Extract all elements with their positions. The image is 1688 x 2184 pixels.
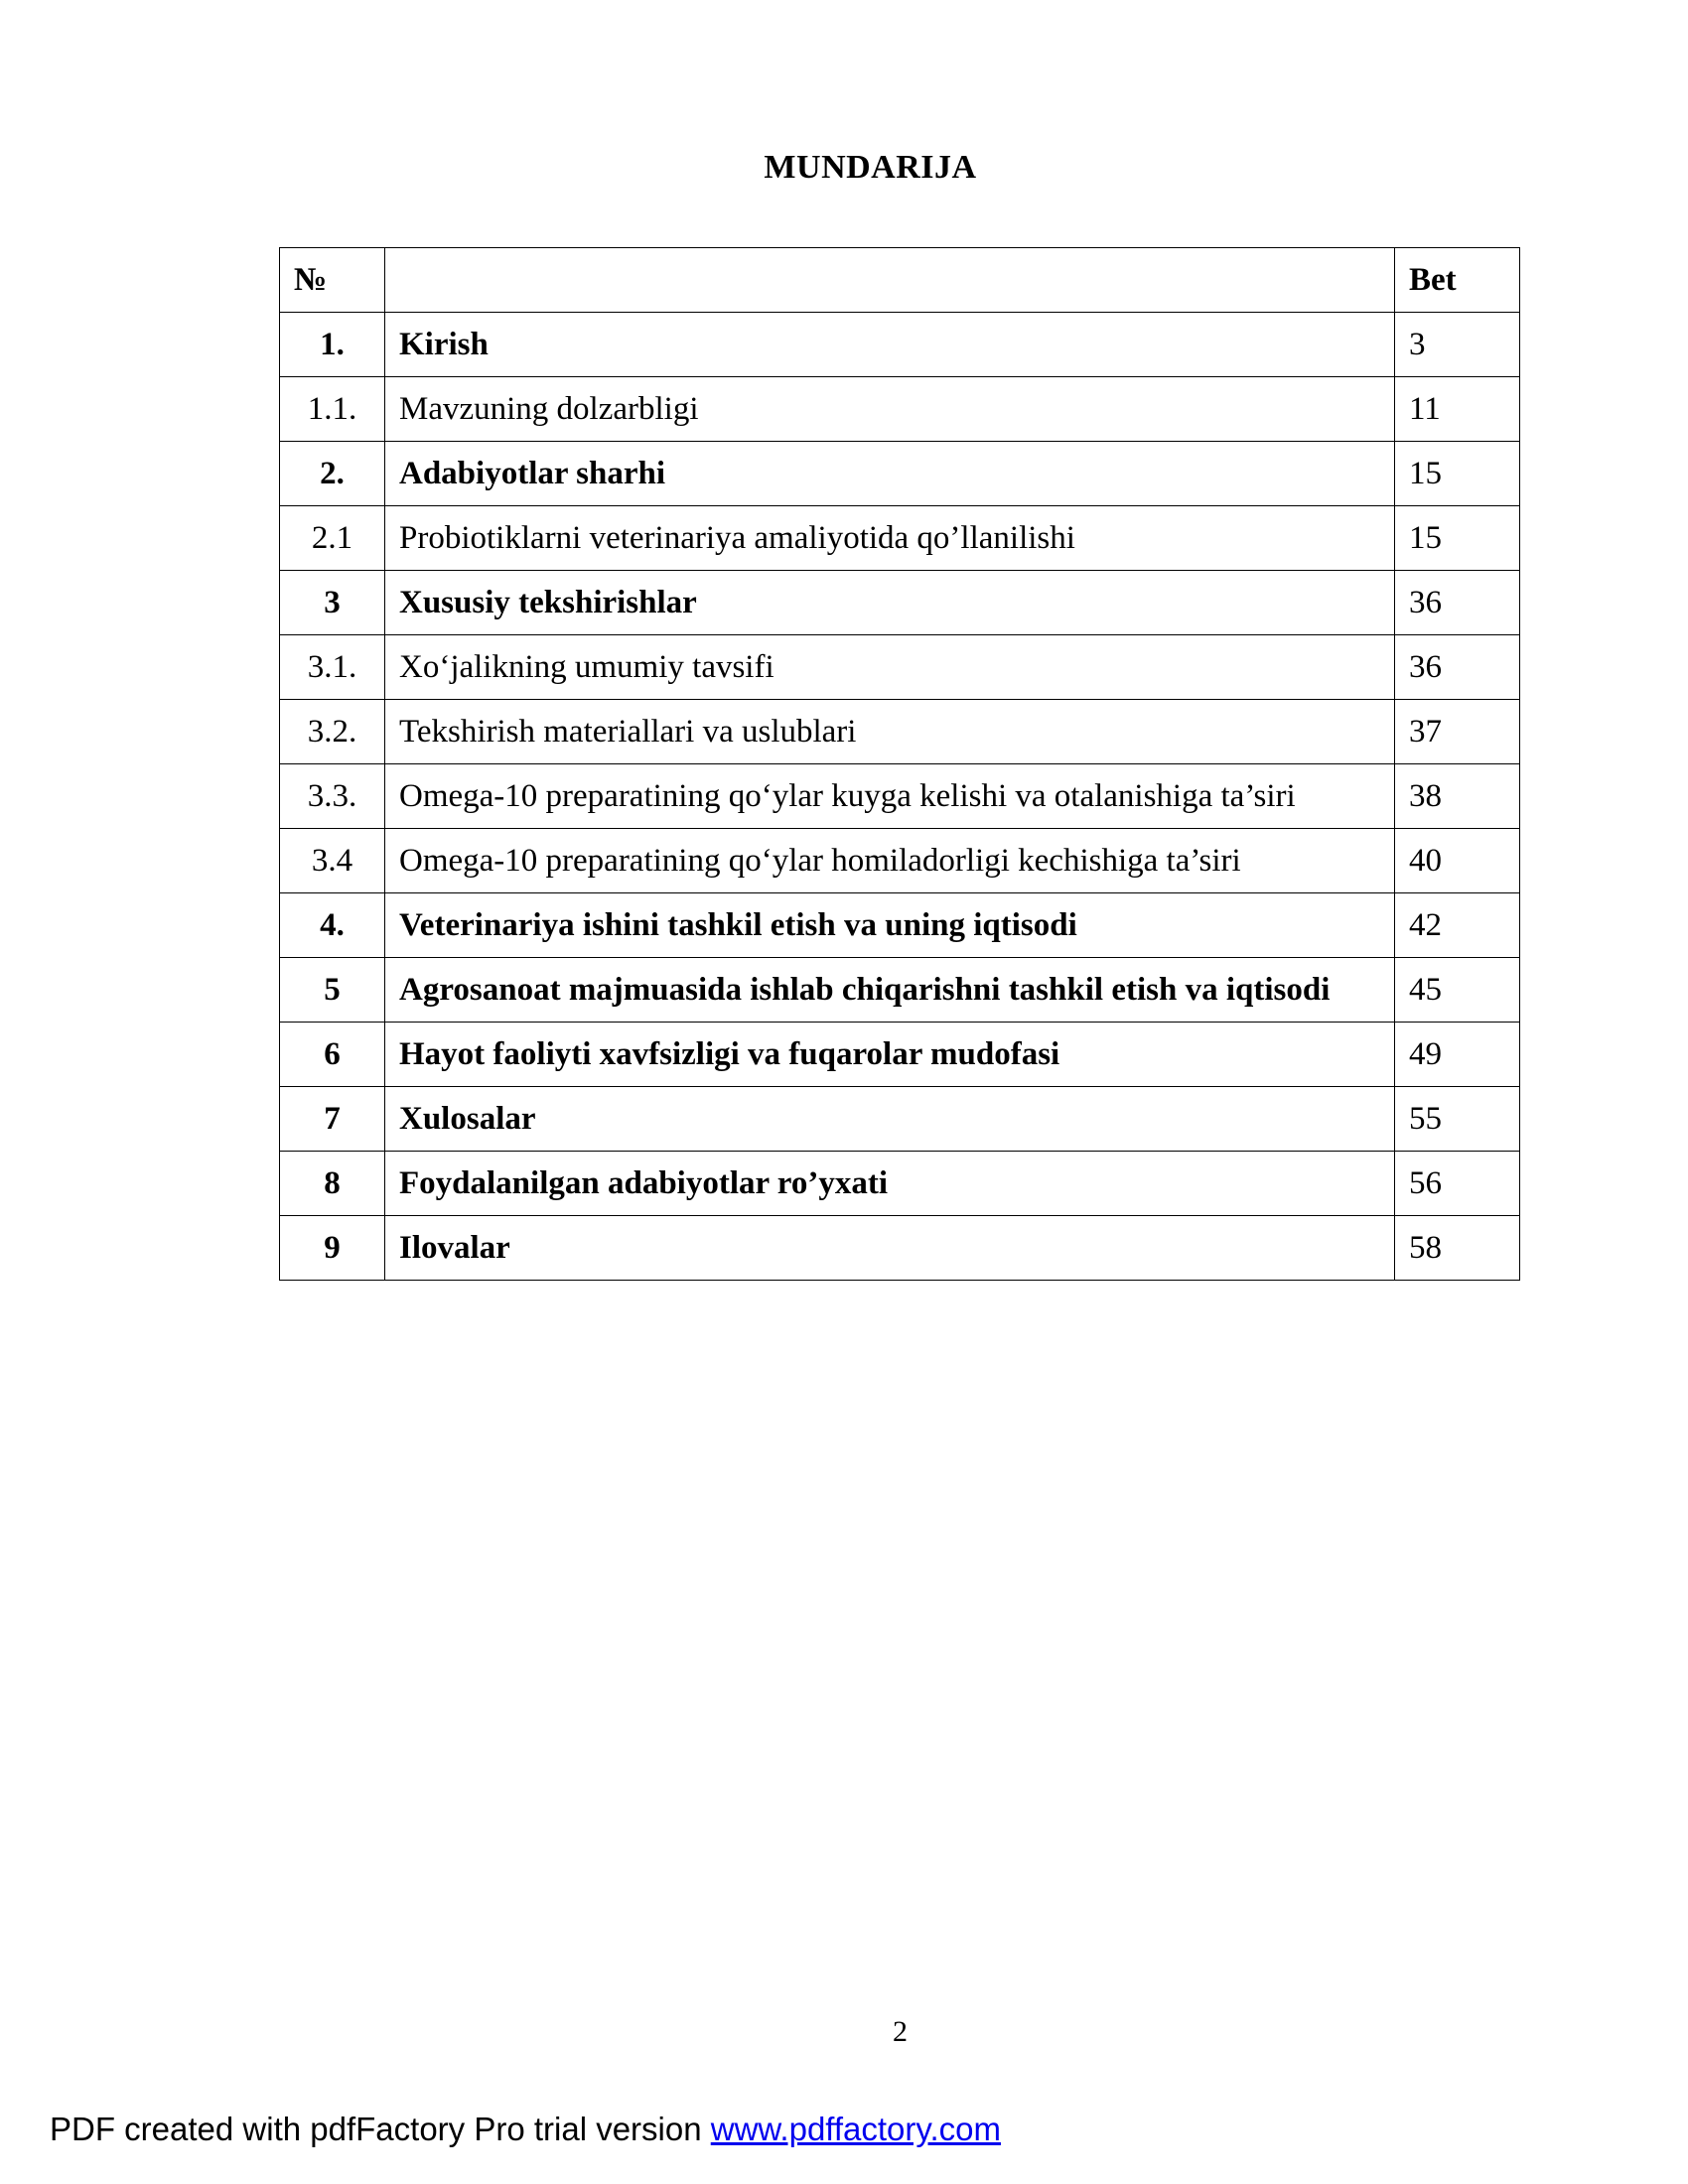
row-title-cell: Xo‘jalikning umumiy tavsifi — [385, 635, 1395, 700]
table-row — [280, 958, 1520, 1023]
row-number-cell: 3 — [280, 571, 385, 635]
row-title-cell: Hayot faoliyti xavfsizligi va fuqarolar mudofasi — [385, 1023, 1395, 1087]
table-row — [280, 1216, 1520, 1281]
table-row — [280, 313, 1520, 377]
row-page-cell: 49 — [1395, 1023, 1520, 1087]
row-page-cell: 42 — [1395, 893, 1520, 958]
row-title-cell: Veterinariya ishini tashkil etish va uning iqtisodi — [385, 893, 1395, 958]
header-title-cell — [385, 248, 1395, 313]
table-row — [280, 893, 1520, 958]
row-number-cell: 7 — [280, 1087, 385, 1152]
header-page-cell: Bet — [1395, 248, 1520, 313]
row-title-cell: Probiotiklarni veterinariya amaliyotida qo’llanilishi — [385, 506, 1395, 571]
row-title-cell: Xulosalar — [385, 1087, 1395, 1152]
footer-text: PDF created with pdfFactory Pro trial version — [50, 2111, 711, 2147]
row-title-cell: Kirish — [385, 313, 1395, 377]
row-title-cell: Adabiyotlar sharhi — [385, 442, 1395, 506]
table-row — [280, 829, 1520, 893]
row-page-cell: 45 — [1395, 958, 1520, 1023]
row-title-cell: Mavzuning dolzarbligi — [385, 377, 1395, 442]
row-page-cell: 55 — [1395, 1087, 1520, 1152]
row-number-cell: 3.3. — [280, 764, 385, 829]
row-page-cell: 11 — [1395, 377, 1520, 442]
table-row — [280, 506, 1520, 571]
table-row — [280, 1152, 1520, 1216]
row-number-cell: 1.1. — [280, 377, 385, 442]
pdf-footer — [50, 2111, 1001, 2148]
row-title-cell: Ilovalar — [385, 1216, 1395, 1281]
page-title: MUNDARIJA — [764, 149, 977, 186]
row-title-cell: Omega-10 preparatining qo‘ylar homiladorligi kechishiga ta’siri — [385, 829, 1395, 893]
row-title-cell: Xususiy tekshirishlar — [385, 571, 1395, 635]
row-number-cell: 1. — [280, 313, 385, 377]
table-header-row — [280, 248, 1520, 313]
row-page-cell: 56 — [1395, 1152, 1520, 1216]
row-number-cell: 4. — [280, 893, 385, 958]
row-number-cell: 8 — [280, 1152, 385, 1216]
row-title-cell: Tekshirish materiallari va uslublari — [385, 700, 1395, 764]
row-number-cell: 5 — [280, 958, 385, 1023]
row-page-cell: 37 — [1395, 700, 1520, 764]
row-title-cell: Omega-10 preparatining qo‘ylar kuyga kelishi va otalanishiga ta’siri — [385, 764, 1395, 829]
table-row — [280, 635, 1520, 700]
table-row — [280, 377, 1520, 442]
row-page-cell: 40 — [1395, 829, 1520, 893]
row-page-cell: 36 — [1395, 571, 1520, 635]
header-number-cell: № — [280, 248, 385, 313]
table-row — [280, 1087, 1520, 1152]
row-page-cell: 38 — [1395, 764, 1520, 829]
row-number-cell: 2. — [280, 442, 385, 506]
row-title-cell: Agrosanoat majmuasida ishlab chiqarishni tashkil etish va iqtisodi — [385, 958, 1395, 1023]
row-page-cell: 58 — [1395, 1216, 1520, 1281]
table-row — [280, 571, 1520, 635]
row-number-cell: 3.4 — [280, 829, 385, 893]
row-page-cell: 3 — [1395, 313, 1520, 377]
table-row — [280, 442, 1520, 506]
table-row — [280, 764, 1520, 829]
table-row — [280, 700, 1520, 764]
row-title-cell: Foydalanilgan adabiyotlar ro’yxati — [385, 1152, 1395, 1216]
page-number: 2 — [893, 2015, 908, 2048]
table-row — [280, 1023, 1520, 1087]
row-number-cell: 9 — [280, 1216, 385, 1281]
row-page-cell: 15 — [1395, 506, 1520, 571]
row-page-cell: 15 — [1395, 442, 1520, 506]
row-page-cell: 36 — [1395, 635, 1520, 700]
row-number-cell: 6 — [280, 1023, 385, 1087]
row-number-cell: 2.1 — [280, 506, 385, 571]
footer-link[interactable]: www.pdffactory.com — [710, 2111, 1001, 2147]
table-of-contents — [279, 247, 1520, 1281]
row-number-cell: 3.2. — [280, 700, 385, 764]
row-number-cell: 3.1. — [280, 635, 385, 700]
